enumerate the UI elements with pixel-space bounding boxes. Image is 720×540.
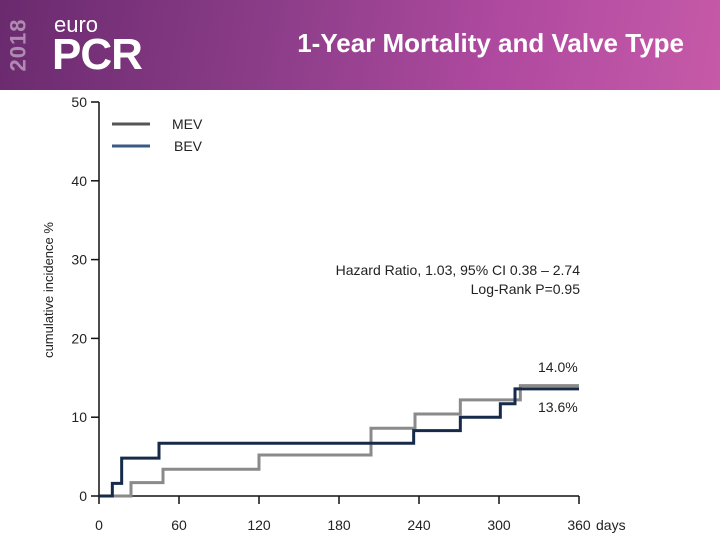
- stats-hazard-ratio: Hazard Ratio, 1.03, 95% CI 0.38 – 2.74: [335, 262, 580, 278]
- x-tick-label: 240: [407, 517, 431, 533]
- logo-year-text: 2018: [5, 18, 31, 72]
- x-tick-label: 120: [247, 517, 271, 533]
- x-tick-label: 300: [487, 517, 511, 533]
- logo-pcr-text: PCR: [52, 30, 142, 79]
- y-tick-label: 50: [71, 94, 87, 110]
- end-label-mev: 14.0%: [538, 359, 578, 375]
- y-axis-label: cumulative incidence %: [41, 222, 56, 358]
- legend: [112, 116, 203, 154]
- y-tick-label: 0: [79, 488, 87, 504]
- y-tick-label: 10: [71, 409, 87, 426]
- logo-year: [6, 14, 46, 76]
- x-tick-label: 180: [327, 517, 351, 533]
- x-tick-label: 0: [95, 517, 103, 533]
- stats-log-rank: Log-Rank P=0.95: [470, 281, 580, 297]
- series-line-bev: [99, 389, 579, 496]
- y-tick-label: 40: [71, 172, 87, 189]
- legend-label-bev: BEV: [174, 138, 203, 154]
- x-axis-unit: days: [596, 517, 626, 533]
- end-label-bev: 13.6%: [538, 399, 578, 415]
- series-layer: [99, 386, 579, 496]
- mortality-chart: [0, 90, 720, 540]
- axes: [71, 94, 590, 533]
- x-tick-label: 360: [567, 517, 591, 533]
- x-tick-label: 60: [171, 517, 187, 533]
- y-tick-label: 30: [71, 251, 87, 268]
- page-title: 1-Year Mortality and Valve Type: [297, 28, 684, 58]
- header-banner: [0, 0, 720, 90]
- logo-euro-text: euro: [54, 12, 99, 37]
- legend-label-mev: MEV: [172, 116, 203, 132]
- y-tick-label: 20: [71, 330, 87, 347]
- series-line-mev: [99, 386, 579, 496]
